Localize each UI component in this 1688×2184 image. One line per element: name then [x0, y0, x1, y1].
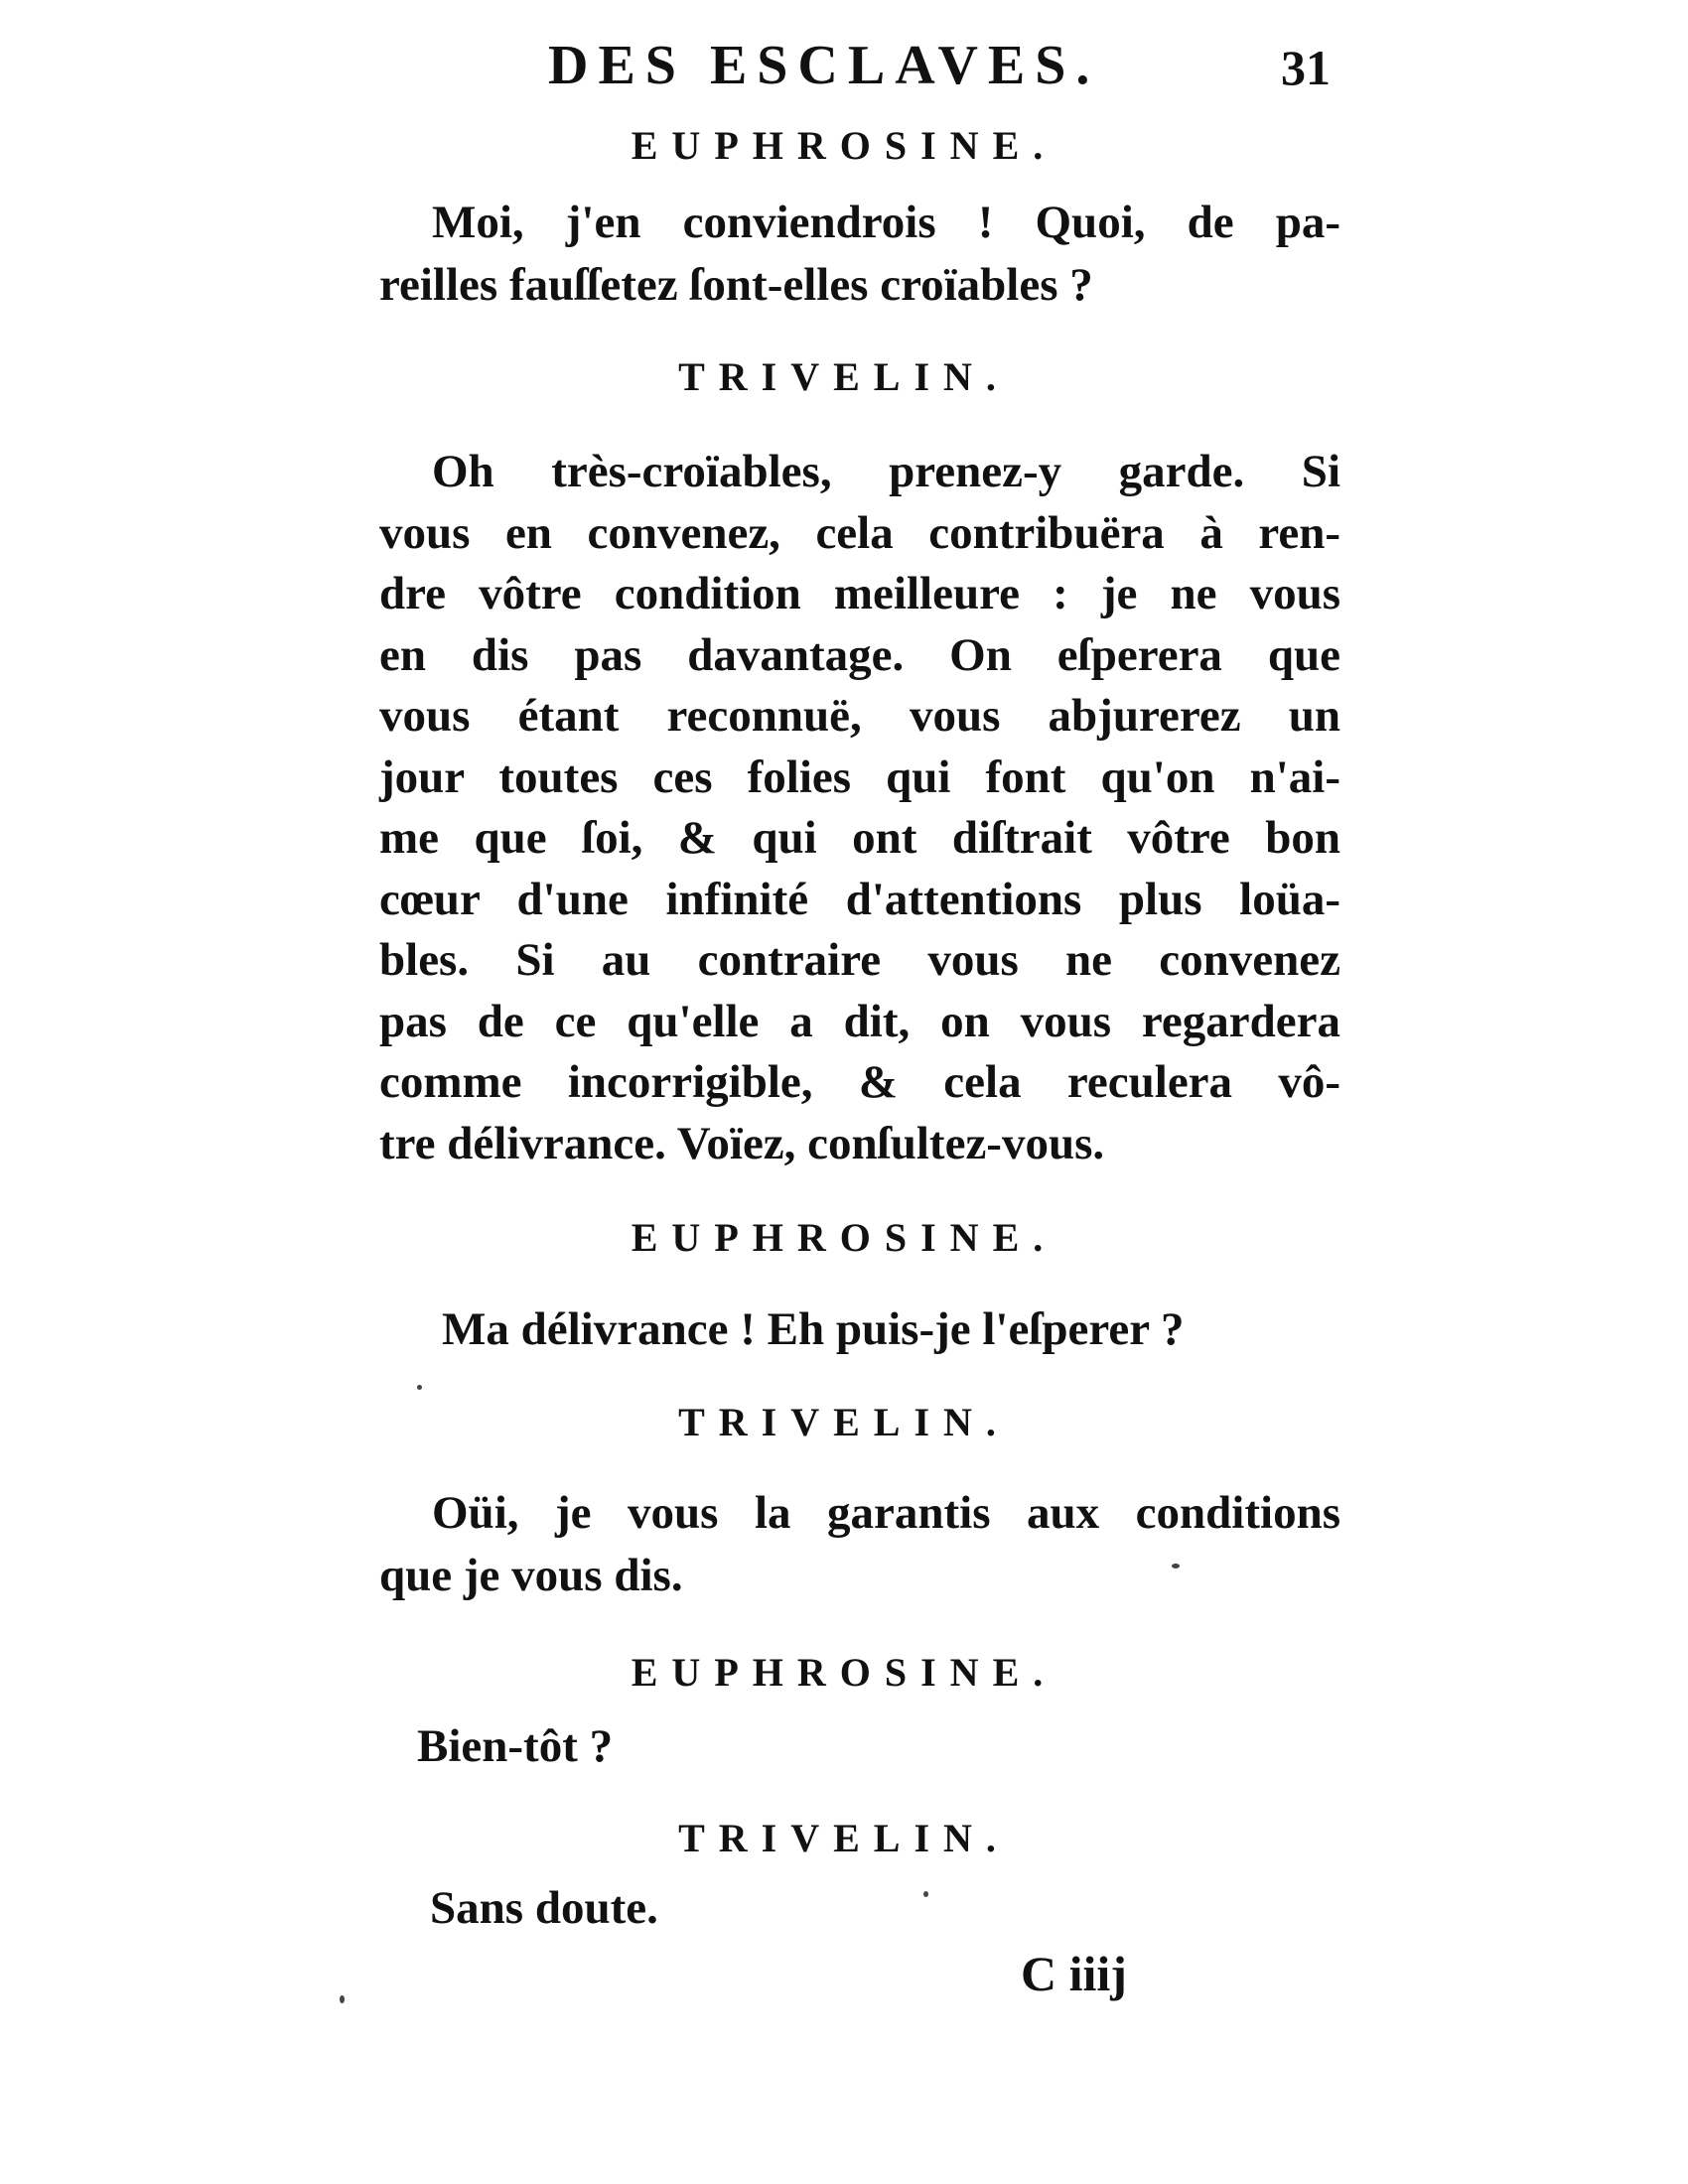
speaker-name: EUPHROSINE.: [631, 1650, 1057, 1695]
text-line: en dis pas davantage. On eſperera que: [379, 629, 1340, 681]
text-line: dre vôtre condition meilleure : je ne vous: [379, 568, 1340, 619]
text-line: vous en convenez, cela contribuëra à ren-: [379, 507, 1340, 559]
running-title: DES ESCLAVES.: [548, 35, 1100, 96]
text-line: cœur d'une infinité d'attentions plus loüa-: [379, 874, 1340, 925]
signature-mark: C iiij: [1021, 1946, 1127, 2001]
print-speck: [1172, 1564, 1180, 1569]
print-speck: [923, 1891, 928, 1897]
text-line: jour toutes ces folies qui font qu'on n'ai-: [379, 751, 1340, 803]
text-line: bles. Si au contraire vous ne convenez: [379, 934, 1340, 986]
speaker-name: TRIVELIN.: [678, 1816, 1010, 1860]
text-line: pas de ce qu'elle a dit, on vous regardera: [379, 996, 1340, 1047]
print-speck: [340, 1995, 345, 2003]
page-number: 31: [1281, 40, 1331, 95]
text-line: que je vous dis.: [379, 1550, 683, 1601]
speaker-name: EUPHROSINE.: [631, 123, 1057, 168]
text-line: tre délivrance. Voïez, conſultez-vous.: [379, 1118, 1105, 1169]
speaker-name: TRIVELIN.: [678, 354, 1010, 399]
text-line: Ma délivrance ! Eh puis-je l'eſperer ?: [442, 1303, 1185, 1355]
text-line: vous étant reconnuë, vous abjurerez un: [379, 690, 1340, 742]
speaker-name: EUPHROSINE.: [631, 1215, 1057, 1260]
text-line: me que ſoi, & qui ont diſtrait vôtre bon: [379, 812, 1340, 864]
text-line: reilles fauſſetez ſont-elles croïables ?: [379, 259, 1093, 311]
text-line: Sans doute.: [430, 1882, 658, 1934]
speaker-name: TRIVELIN.: [678, 1400, 1010, 1444]
text-line: Oüi, je vous la garantis aux conditions: [432, 1487, 1340, 1539]
text-line: Oh très-croïables, prenez-y garde. Si: [432, 446, 1340, 497]
text-line: Bien-tôt ?: [417, 1720, 614, 1772]
text-line: comme incorrigible, & cela reculera vô-: [379, 1056, 1340, 1108]
print-speck: [417, 1385, 422, 1390]
text-line: Moi, j'en conviendrois ! Quoi, de pa-: [432, 197, 1340, 248]
